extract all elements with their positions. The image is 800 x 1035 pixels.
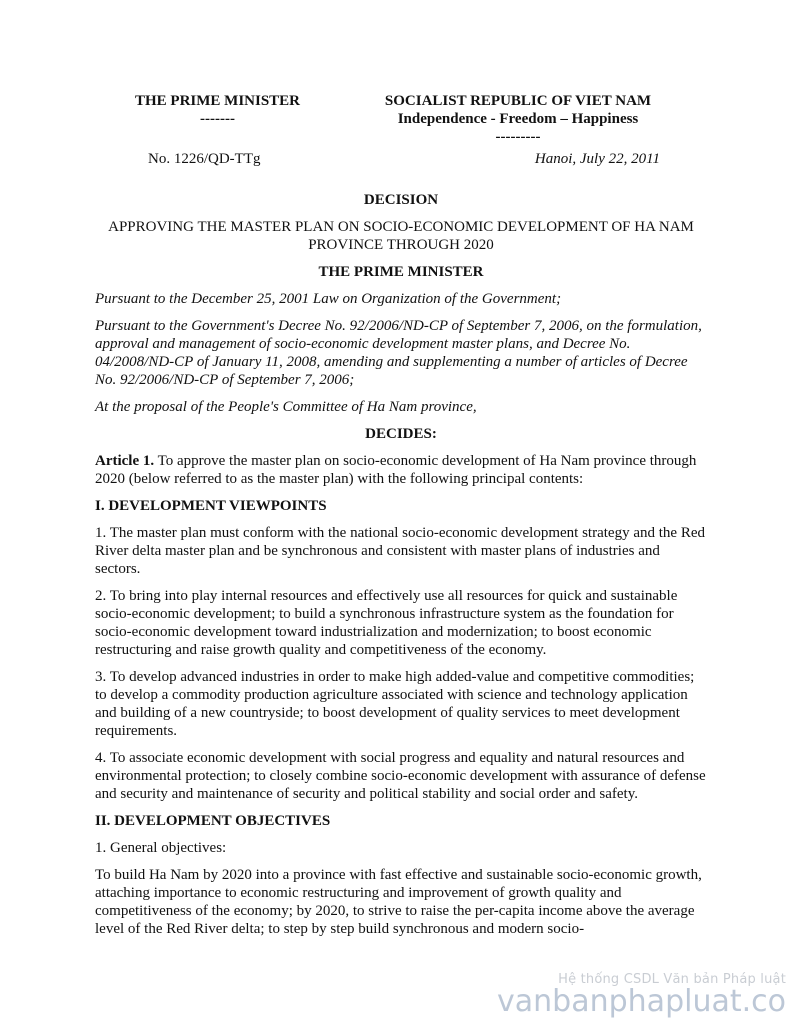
section-1-heading: I. DEVELOPMENT VIEWPOINTS [95, 498, 327, 514]
issuer-heading: THE PRIME MINISTER [318, 264, 484, 280]
article-1 [95, 452, 707, 488]
national-title: SOCIALIST REPUBLIC OF VIET NAM [384, 93, 652, 109]
viewpoint-3: 3. To develop advanced industries in order to make high added-value and competitive commodities; to develop a commodity production agriculture associated with science and technology application and building of a new countryside; to boost development of quality services to meet development requirements. [95, 669, 695, 739]
viewpoint-1: 1. The master plan must conform with the national socio-economic development strategy and the Red River delta master plan and be synchronous and consistent with master plans of industries and sectors. [95, 525, 705, 577]
watermark-tagline: Hệ thống CSDL Văn bản Pháp luật [558, 972, 786, 987]
issuer-dashes: ------- [200, 111, 235, 127]
pursuant-decree: Pursuant to the Government's Decree No. 92/2006/ND-CP of September 7, 2006, on the formulation, approval and management of socio-economic development master plans, and Decree No. 04/2008/ND-CP of January 11, 2008, amending and supplementing a number of articles of Decree No. 92/2006/ND-CP of September 7, 2006; [95, 318, 702, 388]
document-type: DECISION [363, 192, 439, 208]
objectives-text: To build Ha Nam by 2020 into a province with fast effective and sustainable socio-economic growth, attaching importance to economic restructuring and improvement of growth quality and competitiveness of the economy; by 2020, to strive to raise the per-capita income above the average level of the Red River delta; to step by step build synchronous and modern socio- [95, 867, 702, 937]
number-date-line [95, 150, 707, 168]
site-watermark [497, 972, 786, 1017]
national-title-block [357, 92, 679, 146]
article-1-label: Article 1. [95, 453, 155, 469]
document-subject: APPROVING THE MASTER PLAN ON SOCIO-ECONOMIC DEVELOPMENT OF HA NAM PROVINCE THROUGH 2020 [108, 219, 694, 253]
section-2-heading: II. DEVELOPMENT OBJECTIVES [95, 813, 331, 829]
viewpoint-4: 4. To associate economic development with social progress and equality and natural resources and environmental protection; to closely combine socio-economic development with assurance of defense and security and maintenance of security and political stability and social order and safety. [95, 750, 706, 802]
watermark-domain: vanbanphapluat.co [497, 984, 786, 1019]
viewpoint-2: 2. To bring into play internal resources and effectively use all resources for quick and sustainable socio-economic development; to build a synchronous infrastructure system as the foundation for socio-economic development toward industrialization and modernization; to boost economic restructuring and raise growth quality and competitiveness of the economy. [95, 588, 678, 658]
document-date: Hanoi, July 22, 2011 [534, 151, 660, 167]
national-motto: Independence - Freedom – Happiness [397, 111, 639, 127]
document-number: No. 1226/QD-TTg [148, 151, 261, 167]
document-page [95, 92, 707, 938]
article-1-text: To approve the master plan on socio-economic development of Ha Nam province through 2020 (below referred to as the master plan) with the following principal contents: [95, 453, 697, 487]
issuer-block [110, 92, 325, 146]
issuer-title: THE PRIME MINISTER [134, 93, 301, 109]
objectives-subheading: 1. General objectives: [95, 840, 227, 856]
decides-heading: DECIDES: [365, 426, 437, 442]
document-header [95, 92, 707, 146]
proposal-line: At the proposal of the People's Committee of Ha Nam province, [95, 399, 477, 415]
pursuant-law: Pursuant to the December 25, 2001 Law on Organization of the Government; [95, 291, 562, 307]
national-dashes: --------- [495, 129, 541, 145]
